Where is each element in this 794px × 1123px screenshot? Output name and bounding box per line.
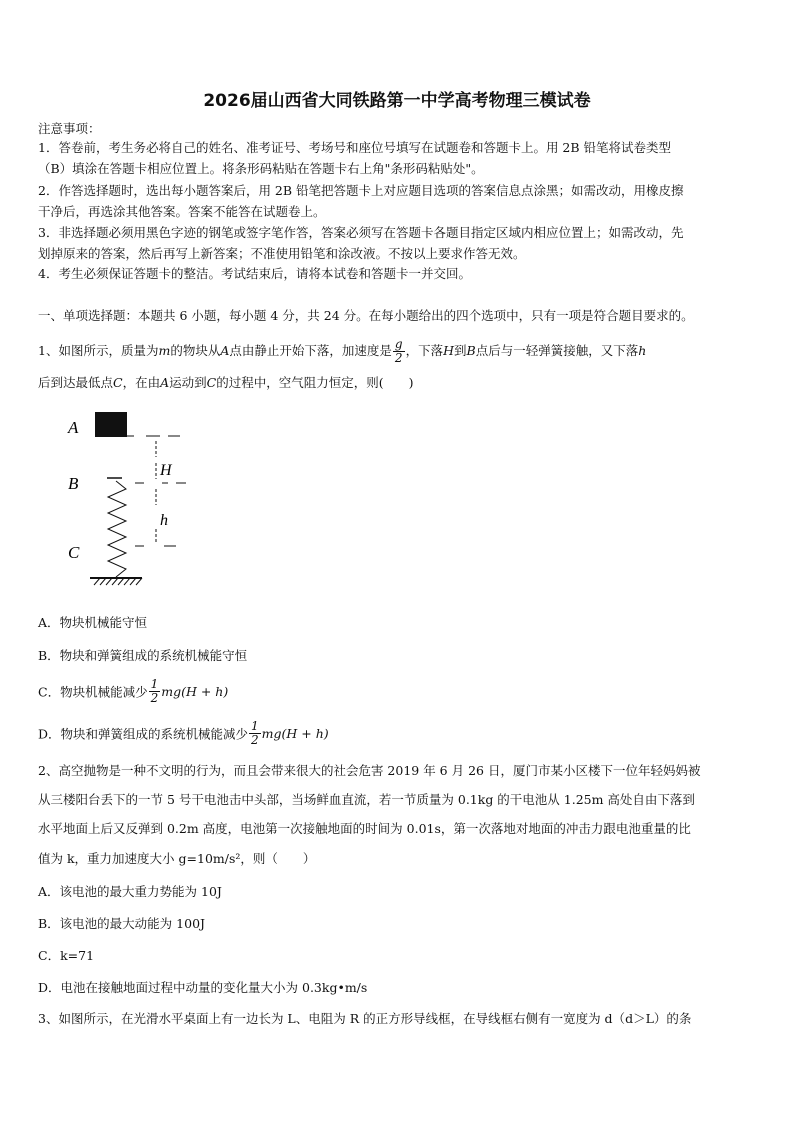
notice-line: 1．答卷前，考生务必将自己的姓名、准考证号、考场号和座位号填写在试题卷和答题卡上。用 2B 铅笔将试卷类型 <box>38 140 672 155</box>
label-A: A <box>68 418 79 437</box>
notice-heading: 注意事项： <box>38 121 101 136</box>
question-2-line: 值为 k，重力加速度大小 g=10m/s²，则（ ） <box>38 851 316 866</box>
page-title: 2026届山西省大同铁路第一中学高考物理三模试卷 <box>203 91 591 111</box>
q1-option-b: B．物块和弹簧组成的系统机械能守恒 <box>38 648 248 663</box>
spring <box>108 481 126 577</box>
notice-line: 2．作答选择题时，选出每小题答案后，用 2B 铅笔把答题卡上对应题目选项的答案信息点涂黑；如需改动，用橡皮擦 <box>38 183 684 198</box>
q2-option-d: D．电池在接触地面过程中动量的变化量大小为 0.3kg•m/s <box>38 980 368 995</box>
label-C: C <box>68 543 80 562</box>
question-2-line: 2、高空抛物是一种不文明的行为，而且会带来很大的社会危害 2019 年 6 月 26 日，厦门市某小区楼下一位年轻妈妈被 <box>38 763 701 778</box>
fraction-one-half: $\frac{1}{2}$ <box>251 719 259 747</box>
ground-hatching <box>94 578 142 585</box>
block <box>95 412 127 437</box>
question-1-line-1: 1、如图所示，质量为m的物块从A点由静止开始下落，加速度是 $\frac{g}{2}$ ，下落H到B点后与一轻弹簧接触，又下落h <box>38 337 647 365</box>
notice-line: 划掉原来的答案，然后再写上新答案；不准使用铅笔和涂改液。不按以上要求作答无效。 <box>38 246 526 261</box>
question-2-line: 从三楼阳台丢下的一节 5 号干电池击中头部，当场鲜血直流，若一节质量为 0.1kg 的干电池从 1.25m 高处自由下落到 <box>38 792 695 807</box>
section-heading: 一、单项选择题：本题共 6 小题，每小题 4 分，共 24 分。在每小题给出的四个选项中，只有一项是符合题目要求的。 <box>38 308 694 323</box>
label-H: H <box>160 462 172 479</box>
q2-option-b: B．该电池的最大动能为 100J <box>38 916 206 931</box>
question-2-line: 水平地面上后又反弹到 0.2m 高度，电池第一次接触地面的时间为 0.01s，第一次落地对地面的冲击力跟电池重量的比 <box>38 821 691 836</box>
notice-line: 4．考生必须保证答题卡的整洁。考试结束后，请将本试卷和答题卡一并交回。 <box>38 266 471 281</box>
label-B: B <box>68 474 79 493</box>
q2-option-a: A．该电池的最大重力势能为 10J <box>38 884 222 899</box>
notice-line: （B）填涂在答题卡相应位置上。将条形码粘贴在答题卡右上角"条形码粘贴处"。 <box>38 161 484 176</box>
question-3-line: 3、如图所示，在光滑水平桌面上有一边长为 L、电阻为 R 的正方形导线框，在导线框右侧有一宽度为 d（d＞L）的条 <box>38 1011 692 1026</box>
fraction-g-over-2: $\frac{g}{2}$ <box>394 337 403 365</box>
spring-block-figure <box>60 405 200 605</box>
notice-line: 3．非选择题必须用黑色字迹的钢笔或签字笔作答，答案必须写在答题卡各题目指定区域内相应位置上；如需改动，先 <box>38 225 684 240</box>
q2-option-c: C．k=71 <box>38 948 95 963</box>
q1-option-a: A．物块机械能守恒 <box>38 615 148 630</box>
notice-line: 干净后，再选涂其他答案。答案不能答在试题卷上。 <box>38 204 326 219</box>
fraction-one-half: $\frac{1}{2}$ <box>150 677 159 705</box>
question-1-line-2: 后到达最低点C，在由A运动到C的过程中，空气阻力恒定，则( ) <box>38 375 414 390</box>
label-h: h <box>160 512 168 529</box>
q1-option-c: C．物块机械能减少 $\frac{1}{2}$ mg(H + h) <box>38 677 229 705</box>
q1-option-d: D．物块和弹簧组成的系统机械能减少 $\frac{1}{2}$ mg(H + h) <box>38 719 329 747</box>
